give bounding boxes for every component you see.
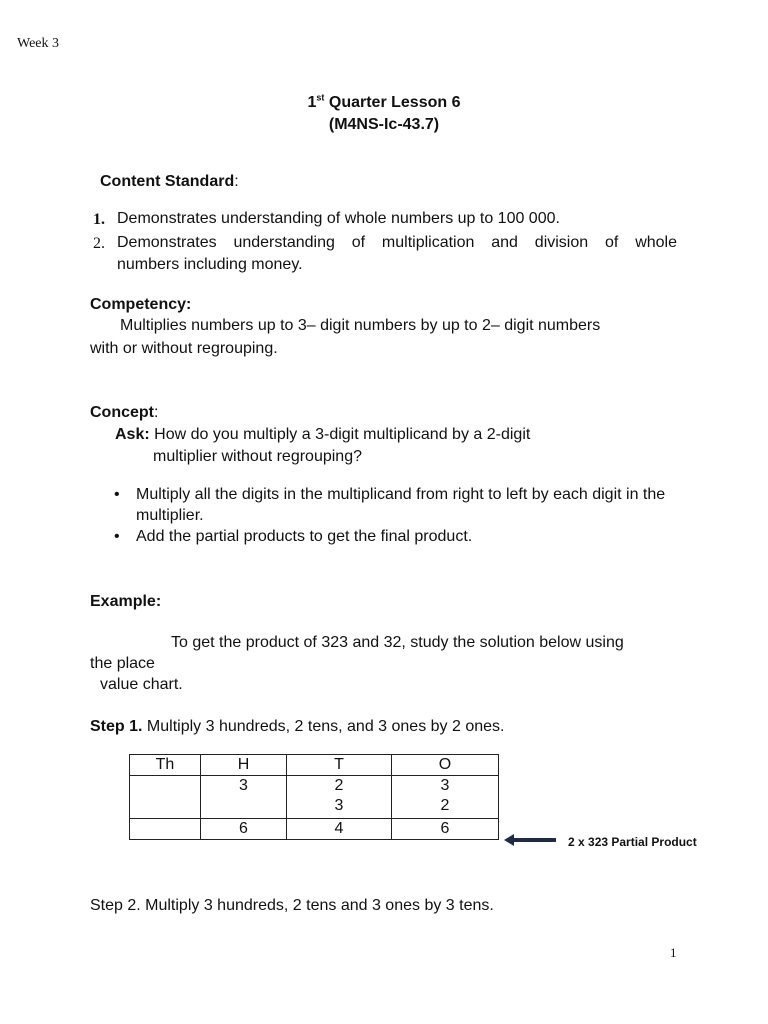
cell-ones — [392, 776, 499, 819]
cell-hundreds: 6 — [201, 819, 287, 840]
concept-bullet-text-1: Multiply all the digits in the multiplicand from right to left by each digit in the multiplier. — [136, 486, 666, 524]
ask-line1 — [115, 426, 530, 444]
competency-line2: with or without regrouping. — [90, 340, 278, 357]
left-arrow-icon — [504, 833, 556, 847]
week-label: Week 3 — [17, 36, 60, 51]
cell-thousands — [130, 819, 201, 840]
concept-bullet-1 — [112, 484, 692, 526]
cell-thousands — [130, 776, 201, 819]
step2-instruction: Step 2. Multiply 3 hundreds, 2 tens and 3 ones by 3 tens. — [90, 897, 494, 914]
content-standard-heading — [100, 173, 239, 191]
example-heading: Example: — [90, 593, 162, 610]
concept-heading — [90, 404, 158, 422]
concept-bullet-text-2: Add the partial products to get the final product. — [136, 528, 473, 545]
content-standard-item-1: Demonstrates understanding of whole numbers up to 100 000. — [117, 210, 560, 227]
competency-heading: Competency: — [90, 296, 192, 313]
ask-question: How do you multiply a 3-digit multiplicand by a 2-digit — [149, 426, 531, 443]
competency-line1: Multiplies numbers up to 3– digit numbers by up to 2– digit numbers — [120, 317, 601, 334]
header-thousands: Th — [130, 755, 201, 776]
cell-tens — [287, 776, 392, 819]
bullet-icon: • — [114, 486, 120, 503]
ask-label: Ask: — [115, 426, 150, 443]
step1-instruction — [90, 718, 504, 736]
list-number-1: 1. — [93, 211, 105, 228]
partial-product-note: 2 x 323 Partial Product — [568, 835, 697, 849]
header-tens: T — [287, 755, 392, 776]
table-row — [130, 819, 499, 840]
concept-label: Concept — [90, 404, 154, 421]
header-hundreds: H — [201, 755, 287, 776]
example-line1: To get the product of 323 and 32, study the solution below using — [171, 634, 624, 651]
concept-bullet-2 — [112, 526, 692, 547]
lesson-code: (M4NS-Ic-43.7) — [328, 116, 440, 133]
example-line3: value chart. — [100, 676, 183, 693]
place-value-table — [129, 754, 499, 840]
header-ones: O — [392, 755, 499, 776]
ones-multiplier: 2 — [440, 797, 450, 814]
example-line2: the place — [90, 655, 155, 672]
page-number: 1 — [670, 945, 677, 960]
title-text: Quarter Lesson 6 — [324, 94, 461, 111]
tens-multiplier: 3 — [334, 797, 344, 814]
step1-text: Multiply 3 hundreds, 2 tens, and 3 ones by 2 ones. — [142, 718, 505, 735]
table-header-row — [130, 755, 499, 776]
content-standard-colon: : — [234, 173, 239, 190]
content-standard-label: Content Standard — [100, 173, 235, 190]
tens-multiplicand: 2 — [334, 777, 344, 794]
cell-hundreds: 3 — [201, 776, 287, 819]
bullet-icon: • — [114, 528, 120, 545]
ask-line2: multiplier without regrouping? — [153, 448, 362, 465]
content-standard-item-2-line1: Demonstrates understanding of multiplication and division of whole — [117, 234, 677, 251]
content-standard-item-2-line2: numbers including money. — [117, 256, 303, 273]
concept-bullet-list — [112, 484, 692, 547]
list-number-2: 2. — [93, 235, 105, 252]
lesson-title — [0, 94, 768, 112]
title-ordinal-suffix: st — [316, 92, 325, 103]
title-ordinal: 1 — [307, 94, 317, 111]
cell-ones: 6 — [392, 819, 499, 840]
ones-multiplicand: 3 — [440, 777, 450, 794]
step1-label: Step 1. — [90, 718, 143, 735]
concept-colon: : — [154, 404, 159, 421]
table-row — [130, 776, 499, 819]
cell-tens: 4 — [287, 819, 392, 840]
